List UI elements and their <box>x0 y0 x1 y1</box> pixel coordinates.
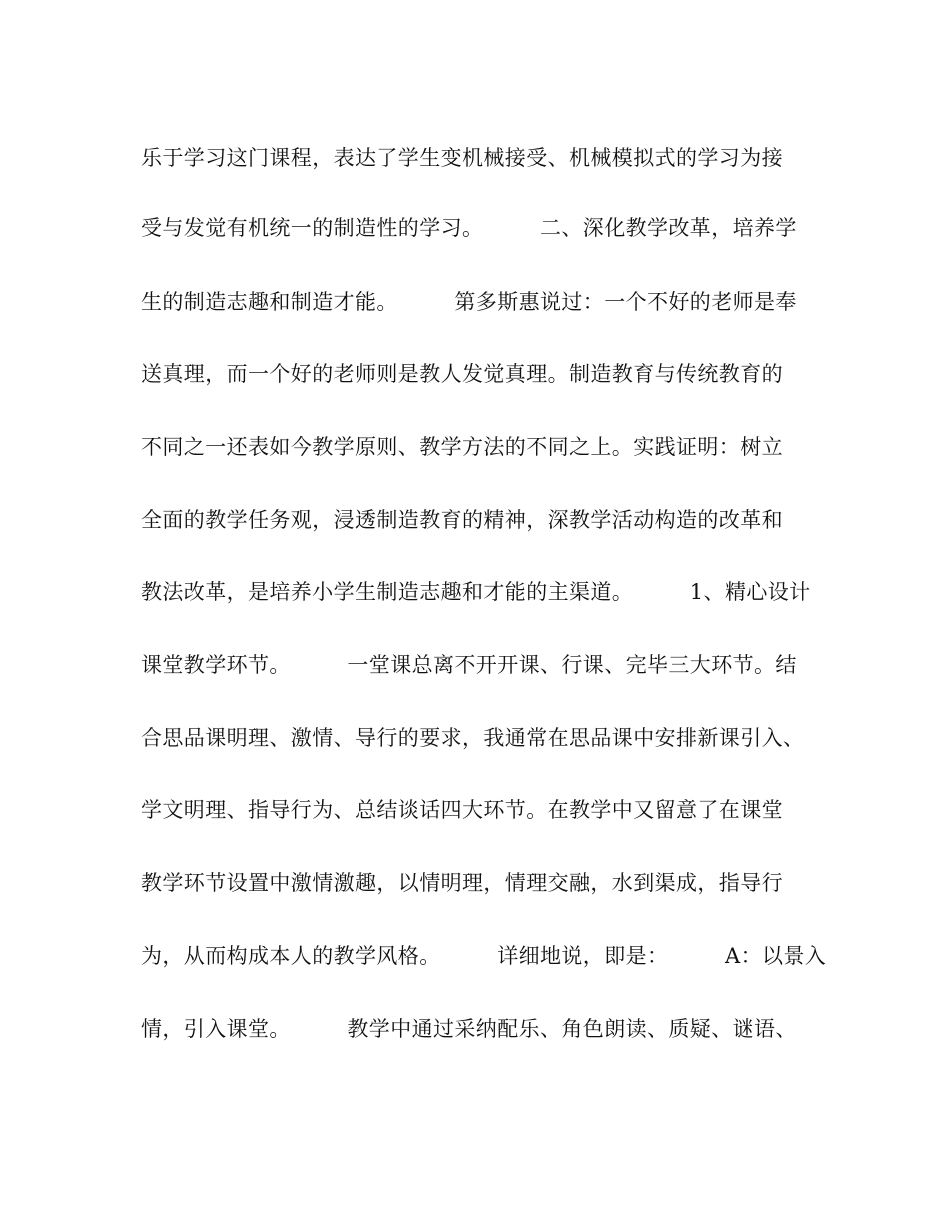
text-line: 课堂教学环节。 一堂课总离不开开课、行课、完毕三大环节。结 <box>141 653 797 677</box>
text-line: 受与发觉有机统一的制造性的学习。 二、深化教学改革，培养学 <box>141 216 797 240</box>
text-line: 学文明理、指导行为、总结谈话四大环节。在教学中又留意了在课堂 <box>141 798 783 822</box>
text-line: 教学环节设置中激情激趣，以情明理，情理交融，水到渠成，指导行 <box>141 871 783 895</box>
text-line: 生的制造志趣和制造才能。 第多斯惠说过：一个不好的老师是奉 <box>141 290 797 314</box>
text-line: 乐于学习这门课程，表达了学生变机械接受、机械模拟式的学习为接 <box>141 146 783 170</box>
text-line: 不同之一还表如今教学原则、教学方法的不同之上。实践证明：树立 <box>141 435 783 459</box>
text-line: 教法改革，是培养小学生制造志趣和才能的主渠道。 1、精心设计 <box>141 580 811 604</box>
text-line: 送真理，而一个好的老师则是教人发觉真理。制造教育与传统教育的 <box>141 362 783 386</box>
text-line: 全面的教学任务观，浸透制造教育的精神，深教学活动构造的改革和 <box>141 508 783 532</box>
text-line: 为，从而构成本人的教学风格。 详细地说，即是： A：以景入 <box>141 944 827 968</box>
text-line: 合思品课明理、激情、导行的要求，我通常在思品课中安排新课引入、 <box>141 726 805 750</box>
text-line: 情，引入课堂。 教学中通过采纳配乐、角色朗读、质疑、谜语、 <box>141 1017 797 1041</box>
